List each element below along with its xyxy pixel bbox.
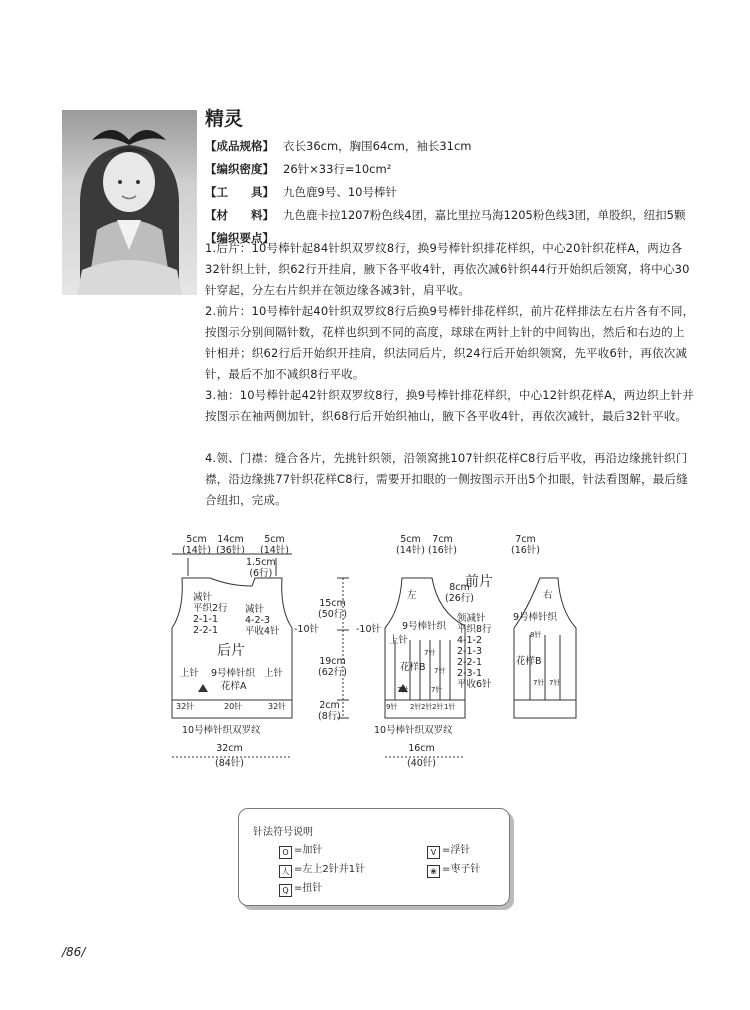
bobble-icon: ❀ bbox=[427, 865, 440, 878]
right-inner-label: 9号棒针织 bbox=[513, 612, 558, 623]
instruction-sleeve: 3.袖：10号棒针起42针织双罗纹8行，换9号棒针排花样织，中心12针织花样A，两边织上针并按图示在袖两侧加针，织68行后开始织袖山，腋下各平收4针，再依次减针，最后32针平收。 bbox=[205, 388, 695, 423]
front-pattern-label: 花样B bbox=[400, 662, 426, 673]
legend-item-slip: V =浮针 bbox=[427, 841, 470, 859]
front-rib-label: 10号棒针织双罗纹 bbox=[374, 725, 453, 736]
back-body-left: 上针 bbox=[180, 668, 200, 679]
back-neck-rise: 1.5cm (6行) bbox=[246, 557, 276, 579]
legend-title: 针法符号说明 bbox=[253, 827, 313, 838]
back-width-dimension: 32cm (84针) bbox=[215, 743, 245, 769]
pattern-title: 精灵 bbox=[205, 108, 244, 130]
back-body-mid2: 花样A bbox=[221, 681, 247, 692]
back-left-decrease: 减针 平织2行 2-1-1 2-2-1 bbox=[193, 592, 228, 636]
right-side-label: 右 bbox=[543, 590, 553, 601]
legend-item-increase: O =加针 bbox=[279, 841, 322, 859]
stitch-legend bbox=[238, 808, 510, 906]
back-body-right: 上针 bbox=[264, 668, 284, 679]
legend-item-bobble: ❀ =枣子针 bbox=[427, 860, 480, 878]
height-rib: 2cm (8行) bbox=[318, 700, 341, 722]
page-number: /86/ bbox=[62, 945, 86, 959]
front-side-left: 左 bbox=[407, 590, 417, 601]
front-strip-label-1: 7针 bbox=[424, 649, 436, 657]
instruction-front: 2.前片：10号棒针起40针织双罗纹8行后换9号棒针排花样织，前片花样排法左右片各有不同，按图示分别间隔针数，花样也织到不同的高度，球球在两针上针的中间钩出，然后和右边的上针相并；织62行后开始织开挂肩，织法同后片，织24行后开始织领窝，先平收6针，再依次减针，最后不加不减织8行平收。 bbox=[205, 304, 695, 381]
front-top-left-dimension: 5cm (14针) bbox=[396, 534, 426, 556]
height-body: 19cm (62行) bbox=[318, 656, 348, 678]
back-top-right-dimension: 5cm (14针) bbox=[260, 534, 290, 556]
back-piece-name: 后片 bbox=[217, 643, 245, 659]
legend-item-k2tog: 人 =左上2针并1针 bbox=[279, 860, 365, 878]
right-count-3: 7针 bbox=[549, 679, 561, 687]
front-neck-depth: 8cm (26行) bbox=[445, 582, 475, 604]
front-inner-label2: 上针 bbox=[389, 635, 409, 646]
k2tog-icon: 人 bbox=[279, 865, 292, 878]
front-bottom-count-3: 2针 bbox=[421, 703, 433, 711]
height-armhole: 15cm (50行) bbox=[318, 598, 348, 620]
legend-item-twist: Q =扭针 bbox=[279, 879, 322, 897]
front-piece-name: 前片 bbox=[465, 574, 493, 590]
front-bottom-count-2: 2针 bbox=[410, 703, 422, 711]
front-strip-label-3: 7针 bbox=[397, 686, 409, 694]
back-bottom-count-left: 32针 bbox=[176, 702, 195, 711]
right-top-dimension: 7cm (16针) bbox=[511, 534, 541, 556]
slip-stitch-icon: V bbox=[427, 846, 440, 859]
right-count-1: 8针 bbox=[530, 631, 542, 639]
back-top-left-dimension: 5cm (14针) bbox=[182, 534, 212, 556]
back-body-mid: 9号棒针织 bbox=[211, 668, 256, 679]
right-pattern-label: 花样B bbox=[516, 656, 542, 667]
instruction-back: 1.后片：10号棒针起84针织双罗纹8行，换9号棒针织排花样织，中心20针织花样A，两边各32针织上针，织62行开挂肩，腋下各平收4针，再依次减6针织44行开始织后领窝，将中心30针穿起，分左右片织并在领边缘各减3针，肩平收。 bbox=[205, 241, 690, 297]
front-top-right-dimension: 7cm (16针) bbox=[428, 534, 458, 556]
front-inner-label: 9号棒针织 bbox=[402, 621, 447, 632]
back-rib-label: 10号棒针织双罗纹 bbox=[182, 725, 261, 736]
front-width-dimension: 16cm (40针) bbox=[407, 743, 437, 769]
back-bottom-count-mid: 20针 bbox=[224, 702, 243, 711]
front-bottom-count-1: 9针 bbox=[386, 703, 398, 711]
instruction-collar: 4.领、门襟：缝合各片，先挑针织领，沿领窝挑107针织花样C8行后平收，再沿边缘挑针织门襟，沿边缘挑77针织花样C8行，需要开扣眼的一侧按图示开出5个扣眼，针法看图解，最后缝合纽扣，完成。 bbox=[205, 451, 688, 507]
front-bottom-count-5: 1针 bbox=[444, 703, 456, 711]
back-bottom-count-right: 32针 bbox=[268, 702, 287, 711]
front-side-count: -10针 bbox=[356, 624, 382, 635]
front-neck-decrease: 领减针 平织8行 4-1-2 2-1-3 2-2-1 2-3-1 平收6针 bbox=[457, 613, 492, 690]
back-right-decrease: 减针 4-2-3 平收4针 bbox=[245, 604, 280, 637]
front-strip-label-2: 7针 bbox=[434, 667, 446, 675]
yarn-over-icon: O bbox=[279, 846, 292, 859]
front-strip-label-4: 7针 bbox=[431, 686, 443, 694]
twisted-stitch-icon: Q bbox=[279, 884, 292, 897]
back-top-mid-dimension: 14cm (36针) bbox=[216, 534, 246, 556]
right-count-2: 7针 bbox=[533, 679, 545, 687]
back-side-count: -10针 bbox=[294, 624, 320, 635]
front-bottom-count-4: 2针 bbox=[432, 703, 444, 711]
